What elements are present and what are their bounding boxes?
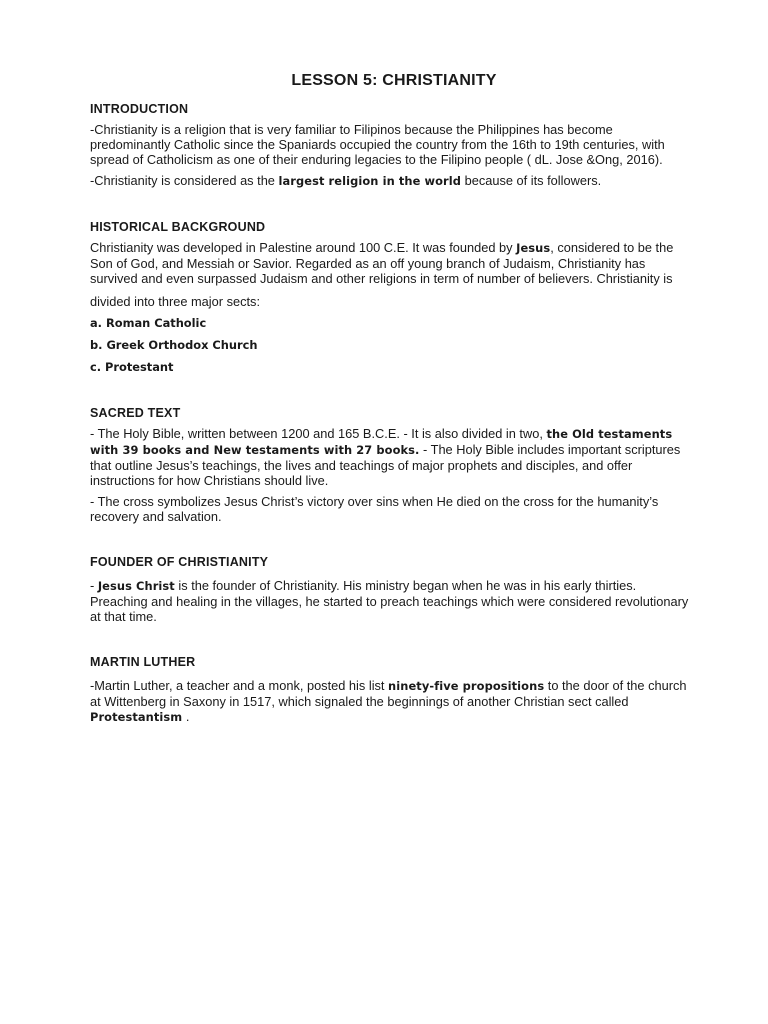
founder-p1-bold-jesus-christ: Jesus Christ	[97, 579, 175, 593]
history-p1-text-c: , considered to be the Son of God, and Messiah or Savior. Regarded as an off young branch of Judaism, Christianity has survived and even surpassed Judaism and other religions in term of number of believers. Christianity is	[90, 240, 674, 286]
history-paragraph-2: divided into three major sects:	[90, 294, 260, 309]
sacred-p1-bold-testaments: the Old testaments with 39 books and New testaments with 27 books.	[90, 427, 673, 457]
section-heading-introduction: INTRODUCTION	[90, 102, 189, 116]
sacred-p1-text-a: - The Holy Bible, written between 1200 and 165 B.C.E. - It is also divided in two,	[90, 426, 547, 441]
luther-p1-text-e: .	[182, 709, 190, 724]
sect-list-item: b. Greek Orthodox Church	[90, 338, 258, 352]
sect-list-item: c. Protestant	[90, 360, 174, 374]
sacred-p1-text-c: - The Holy Bible includes important scriptures that outline Jesus’s teachings, the lives and teachings of major prophets and disciples, and offer instructions for how Christians should live.	[90, 442, 681, 488]
sacred-paragraph-1	[90, 426, 690, 488]
founder-paragraph-1	[90, 578, 690, 624]
luther-paragraph-1	[90, 678, 690, 725]
intro-p2-text-a: -Christianity is considered as the	[90, 173, 279, 188]
page-title: LESSON 5: CHRISTIANITY	[291, 72, 497, 89]
luther-p1-bold-protestantism: Protestantism	[90, 710, 183, 724]
sect-list-item: a. Roman Catholic	[90, 316, 207, 330]
intro-paragraph-1: -Christianity is a religion that is very familiar to Filipinos because the Philippines has become predominantly Catholic since the Spaniards occupied the country from the 16th to 19th centuries, with spread of Catholicism as one of their enduring legacies to the Filipino people ( dL. Jose &Ong, 2016).	[90, 122, 665, 167]
intro-p2-text-c: because of its followers.	[461, 173, 602, 188]
section-heading-historical-background: HISTORICAL BACKGROUND	[90, 220, 266, 234]
section-heading-sacred-text: SACRED TEXT	[90, 406, 181, 420]
document-page	[90, 72, 690, 725]
intro-p2-bold: largest religion in the world	[278, 174, 462, 188]
luther-p1-text-a: -Martin Luther, a teacher and a monk, posted his list	[90, 678, 389, 693]
luther-p1-text-c: to the door of the church at Wittenberg in Saxony in 1517, which signaled the beginnings of another Christian sect called	[90, 678, 687, 709]
history-p1-text-a: Christianity was developed in Palestine around 100 C.E. It was founded by	[90, 240, 517, 255]
founder-p1-text-a: -	[90, 578, 98, 593]
history-paragraph-1	[90, 240, 690, 286]
section-heading-founder: FOUNDER OF CHRISTIANITY	[90, 555, 269, 569]
intro-paragraph-2	[90, 173, 690, 189]
sacred-paragraph-2: - The cross symbolizes Jesus Christ’s victory over sins when He died on the cross for the humanity’s recovery and salvation.	[90, 494, 659, 524]
history-p1-bold-jesus: Jesus	[516, 241, 551, 255]
founder-p1-text-c: is the founder of Christianity. His ministry began when he was in his early thirties. Preaching and healing in the villages, he started to preach teachings which were considered revolutionary at that time.	[90, 578, 689, 624]
section-heading-martin-luther: MARTIN LUTHER	[90, 655, 196, 669]
luther-p1-bold-propositions: ninety-five propositions	[388, 679, 545, 693]
